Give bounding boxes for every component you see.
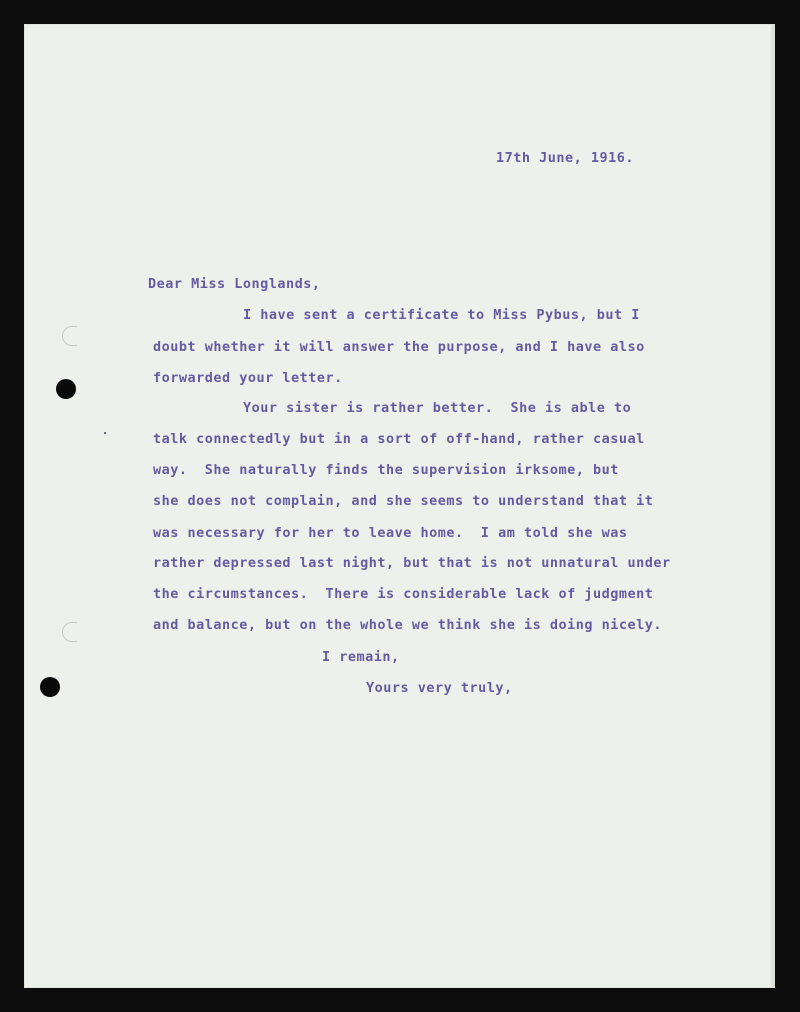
body-line: rather depressed last night, but that is not unnatural under xyxy=(153,555,671,571)
letter-salutation: Dear Miss Longlands, xyxy=(148,276,321,292)
body-line: talk connectedly but in a sort of off-hand, rather casual xyxy=(153,431,645,447)
punch-hole-upper xyxy=(56,379,76,399)
page-edge xyxy=(771,24,775,988)
body-line: forwarded your letter. xyxy=(153,370,343,386)
letter-closing-remain: I remain, xyxy=(322,649,400,665)
punch-hole-mark-lower xyxy=(62,622,77,642)
body-line: was necessary for her to leave home. I am told she was xyxy=(153,525,628,541)
punch-hole-lower xyxy=(40,677,60,697)
body-line: I have sent a certificate to Miss Pybus, but I xyxy=(243,307,640,323)
body-line: way. She naturally finds the supervision irksome, but xyxy=(153,462,619,478)
body-line: doubt whether it will answer the purpose, and I have also xyxy=(153,339,645,355)
body-line: she does not complain, and she seems to understand that it xyxy=(153,493,654,509)
body-line: Your sister is rather better. She is able to xyxy=(243,400,632,416)
paper-speck xyxy=(104,432,106,434)
body-line: the circumstances. There is considerable lack of judgment xyxy=(153,586,654,602)
letter-date: 17th June, 1916. xyxy=(496,150,635,166)
body-line: and balance, but on the whole we think she is doing nicely. xyxy=(153,617,663,633)
letter-closing-yours: Yours very truly, xyxy=(366,680,513,696)
punch-hole-mark-top xyxy=(62,326,77,346)
